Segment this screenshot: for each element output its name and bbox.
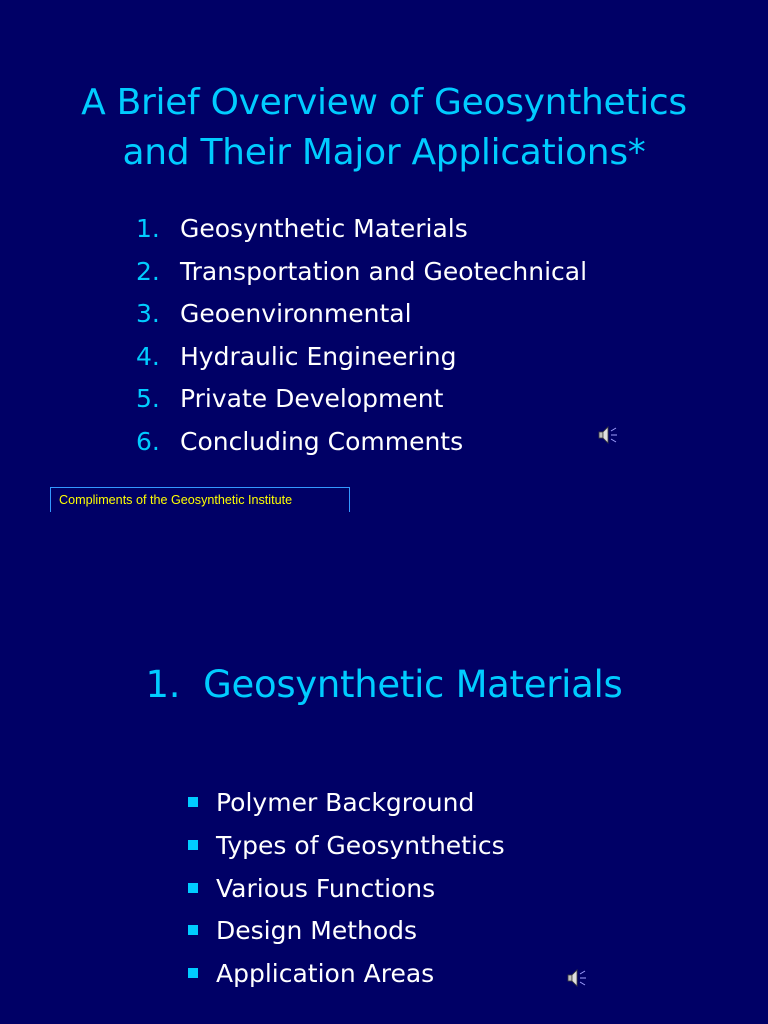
list-item: [188, 910, 505, 953]
square-bullet-icon: [188, 883, 198, 893]
list-item: [136, 293, 587, 336]
contents-list: [136, 208, 587, 464]
list-item-text: Polymer Background: [216, 788, 475, 817]
list-item-text: Design Methods: [216, 916, 418, 946]
list-item-text: Various Functions: [216, 873, 436, 903]
slide-1-title-line-1: A Brief Overview of Geosynthetics: [81, 82, 687, 123]
list-item-text: Private Development: [180, 384, 444, 414]
list-item: [188, 782, 505, 825]
square-bullet-icon: [188, 840, 198, 850]
list-item: [188, 953, 505, 996]
slide-1-title: [0, 78, 768, 178]
list-item: [188, 825, 505, 868]
square-bullet-icon: [188, 968, 198, 978]
list-item-text: Types of Geosynthetics: [216, 830, 505, 860]
credits-line: Compliments of the Geosynthetic Institute: [59, 493, 293, 507]
slide-2: [0, 512, 768, 1024]
topics-list: [188, 782, 505, 996]
list-item-number: 1.: [136, 214, 160, 243]
list-item-number: 6.: [136, 426, 160, 456]
list-item-text: Transportation and Geotechnical: [180, 256, 588, 286]
list-item-text: Application Areas: [216, 959, 435, 989]
square-bullet-icon: [188, 925, 198, 935]
square-bullet-icon: [188, 797, 198, 807]
list-item-text: Geoenvironmental: [180, 299, 412, 329]
list-item: [136, 421, 587, 464]
slide-1-title-line-2: and Their Major Applications*: [122, 132, 646, 173]
list-item: [188, 868, 505, 911]
list-item: [136, 208, 587, 251]
list-item-number: 5.: [136, 384, 160, 414]
list-item-number: 4.: [136, 341, 160, 371]
slide-2-title: 1. Geosynthetic Materials: [145, 663, 623, 706]
speaker-icon[interactable]: [597, 423, 619, 447]
list-item-text: Geosynthetic Materials: [180, 214, 468, 243]
speaker-icon[interactable]: [566, 966, 588, 990]
list-item-number: 3.: [136, 299, 160, 329]
list-item-number: 2.: [136, 256, 160, 286]
list-item-text: Concluding Comments: [180, 426, 464, 456]
list-item: [136, 336, 587, 379]
list-item-text: Hydraulic Engineering: [180, 341, 457, 371]
list-item: [136, 378, 587, 421]
list-item: [136, 251, 587, 294]
